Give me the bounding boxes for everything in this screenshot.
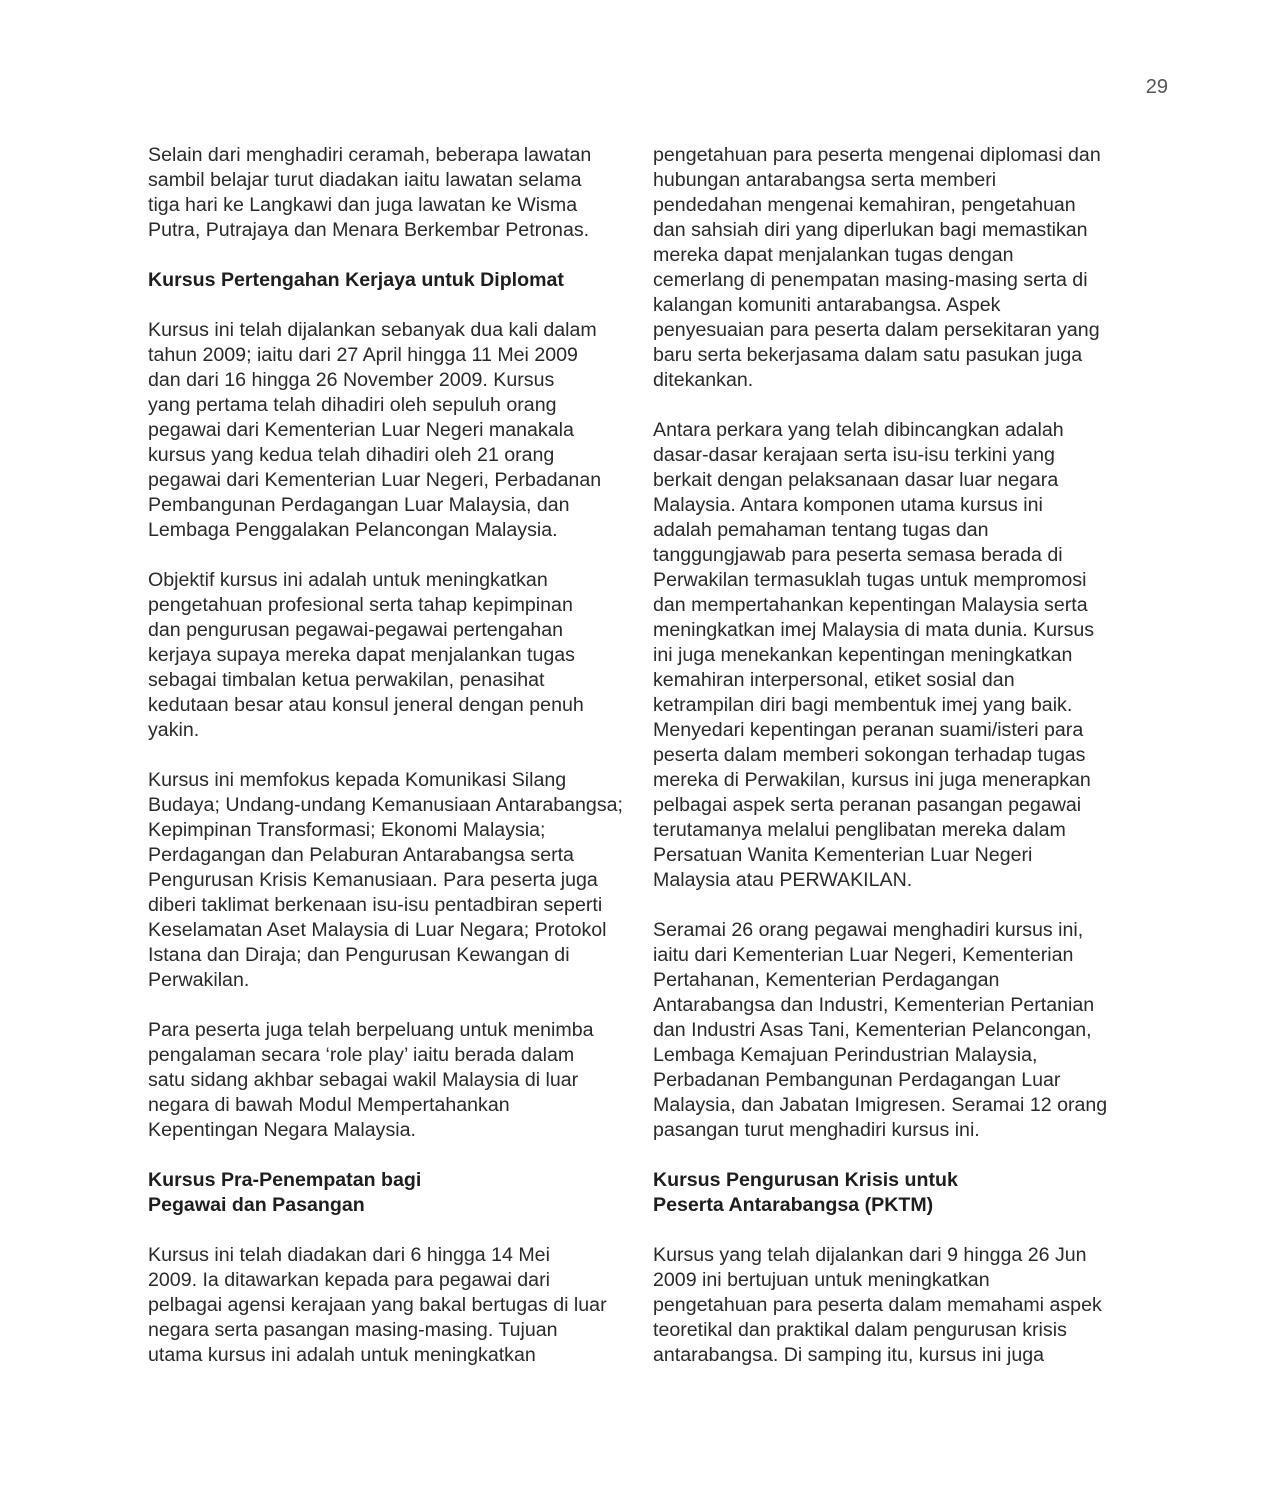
text-line: kemahiran interpersonal, etiket sosial dan [653,669,1015,691]
text-line: negara di bawah Modul Mempertahankan [148,1094,510,1116]
paragraph-gap [653,1218,1133,1243]
text-line: dan pengurusan pegawai-pegawai pertengahan [148,619,564,641]
text-line: iaitu dari Kementerian Luar Negeri, Kementerian [653,944,1074,966]
text-line: Kursus ini telah diadakan dari 6 hingga 14 Mei [148,1244,550,1266]
body-paragraph [148,768,628,993]
text-line: dan Industri Asas Tani, Kementerian Pelancongan, [653,1019,1092,1041]
text-line: terutamanya melalui penglibatan mereka dalam [653,819,1066,841]
text-line: Menyedari kepentingan peranan suami/isteri para [653,719,1084,741]
text-line: Keselamatan Aset Malaysia di Luar Negara; Protokol [148,919,607,941]
paragraph-gap [148,993,628,1018]
text-line: Antarabangsa dan Industri, Kementerian Pertanian [653,994,1095,1016]
text-line: 2009. Ia ditawarkan kepada para pegawai dari [148,1269,550,1291]
section-heading [148,1168,628,1218]
text-line: dan sahsiah diri yang diperlukan bagi memastikan [653,219,1088,241]
body-paragraph [653,1243,1133,1368]
text-line: Antara perkara yang telah dibincangkan adalah [653,419,1064,441]
text-line: Lembaga Penggalakan Pelancongan Malaysia. [148,519,558,541]
text-line: baru serta bekerjasama dalam satu pasukan juga [653,344,1083,366]
paragraph-gap [148,1143,628,1168]
text-line: Perbadanan Pembangunan Perdagangan Luar [653,1069,1061,1091]
text-line: pengalaman secara ‘role play’ iaitu berada dalam [148,1044,575,1066]
text-line: Objektif kursus ini adalah untuk meningkatkan [148,569,548,591]
text-line: Kepimpinan Transformasi; Ekonomi Malaysia; [148,819,546,841]
body-paragraph [653,143,1133,393]
text-line: berkait dengan pelaksanaan dasar luar negara [653,469,1059,491]
text-line: pelbagai agensi kerajaan yang bakal bertugas di luar [148,1294,607,1316]
text-line: peserta dalam memberi sokongan terhadap tugas [653,744,1086,766]
text-line: Persatuan Wanita Kementerian Luar Negeri [653,844,1033,866]
text-line: Putra, Putrajaya dan Menara Berkembar Petronas. [148,219,590,241]
text-line: satu sidang akhbar sebagai wakil Malaysia di luar [148,1069,579,1091]
text-line: Perwakilan termasuklah tugas untuk mempromosi [653,569,1087,591]
text-line: hubungan antarabangsa serta memberi [653,169,997,191]
heading-line: Pegawai dan Pasangan [148,1194,365,1216]
text-line: pendedahan mengenai kemahiran, pengetahuan [653,194,1076,216]
text-line: Kepentingan Negara Malaysia. [148,1119,416,1141]
text-line: kedutaan besar atau konsul jeneral dengan penuh [148,694,584,716]
paragraph-gap [148,243,628,268]
section-heading [148,268,628,293]
text-line: sambil belajar turut diadakan iaitu lawatan selama [148,169,582,191]
text-line: Seramai 26 orang pegawai menghadiri kursus ini, [653,919,1084,941]
body-paragraph [148,1243,628,1368]
body-paragraph [148,318,628,543]
body-paragraph [148,568,628,743]
body-paragraph [653,918,1133,1143]
right-column [653,143,1133,1368]
text-line: tahun 2009; iaitu dari 27 April hingga 11 Mei 2009 [148,344,578,366]
text-line: Budaya; Undang-undang Kemanusiaan Antarabangsa; [148,794,623,816]
heading-line: Peserta Antarabangsa (PKTM) [653,1194,934,1216]
heading-line: Kursus Pra-Penempatan bagi [148,1169,422,1191]
paragraph-gap [653,893,1133,918]
text-line: Malaysia atau PERWAKILAN. [653,869,913,891]
heading-line: Kursus Pertengahan Kerjaya untuk Diplomat [148,269,564,291]
text-line: 2009 ini bertujuan untuk meningkatkan [653,1269,990,1291]
text-line: mereka di Perwakilan, kursus ini juga menerapkan [653,769,1091,791]
paragraph-gap [653,1143,1133,1168]
text-line: yakin. [148,719,200,741]
paragraph-gap [148,543,628,568]
text-line: Kursus ini memfokus kepada Komunikasi Silang [148,769,567,791]
text-line: Kursus ini telah dijalankan sebanyak dua kali dalam [148,319,597,341]
text-line: pegawai dari Kementerian Luar Negeri, Perbadanan [148,469,602,491]
text-line: utama kursus ini adalah untuk meningkatkan [148,1344,536,1366]
text-line: pengetahuan para peserta dalam memahami aspek [653,1294,1102,1316]
paragraph-gap [148,743,628,768]
text-line: kerjaya supaya mereka dapat menjalankan tugas [148,644,575,666]
text-line: kursus yang kedua telah dihadiri oleh 21 orang [148,444,555,466]
paragraph-gap [148,293,628,318]
text-line: pengetahuan profesional serta tahap kepimpinan [148,594,573,616]
text-line: pasangan turut menghadiri kursus ini. [653,1119,980,1141]
text-line: ini juga menekankan kepentingan meningkatkan [653,644,1073,666]
text-line: mereka dapat menjalankan tugas dengan [653,244,1014,266]
text-line: Istana dan Diraja; dan Pengurusan Kewangan di [148,944,570,966]
body-paragraph [148,1018,628,1143]
text-line: dan dari 16 hingga 26 November 2009. Kursus [148,369,555,391]
text-line: Kursus yang telah dijalankan dari 9 hingga 26 Jun [653,1244,1087,1266]
text-line: pegawai dari Kementerian Luar Negeri manakala [148,419,574,441]
text-line: tiga hari ke Langkawi dan juga lawatan ke Wisma [148,194,578,216]
text-line: tanggungjawab para peserta semasa berada di [653,544,1063,566]
body-paragraph [148,143,628,243]
text-line: Perdagangan dan Pelaburan Antarabangsa serta [148,844,574,866]
text-line: dasar-dasar kerajaan serta isu-isu terkini yang [653,444,1055,466]
text-line: Pengurusan Krisis Kemanusiaan. Para peserta juga [148,869,598,891]
text-line: teoretikal dan praktikal dalam pengurusan krisis [653,1319,1067,1341]
text-line: sebagai timbalan ketua perwakilan, penasihat [148,669,545,691]
text-line: kalangan komuniti antarabangsa. Aspek [653,294,1001,316]
heading-line: Kursus Pengurusan Krisis untuk [653,1169,958,1191]
text-line: Perwakilan. [148,969,250,991]
text-line: diberi taklimat berkenaan isu-isu pentadbiran seperti [148,894,603,916]
text-line: Pembangunan Perdagangan Luar Malaysia, dan [148,494,570,516]
text-line: Para peserta juga telah berpeluang untuk menimba [148,1019,594,1041]
text-line: Malaysia, dan Jabatan Imigresen. Seramai 12 orang [653,1094,1108,1116]
text-line: dan mempertahankan kepentingan Malaysia serta [653,594,1088,616]
text-line: Selain dari menghadiri ceramah, beberapa lawatan [148,144,592,166]
text-line: antarabangsa. Di samping itu, kursus ini juga [653,1344,1045,1366]
text-line: adalah pemahaman tentang tugas dan [653,519,989,541]
text-line: Malaysia. Antara komponen utama kursus ini [653,494,1043,516]
page-number: 29 [1145,76,1168,98]
text-line: Pertahanan, Kementerian Perdagangan [653,969,1000,991]
section-heading [653,1168,1133,1218]
text-line: pelbagai aspek serta peranan pasangan pegawai [653,794,1082,816]
text-line: negara serta pasangan masing-masing. Tujuan [148,1319,558,1341]
text-line: ditekankan. [653,369,754,391]
left-column [148,143,628,1368]
text-line: pengetahuan para peserta mengenai diplomasi dan [653,144,1101,166]
text-line: meningkatkan imej Malaysia di mata dunia. Kursus [653,619,1095,641]
paragraph-gap [148,1218,628,1243]
text-line: cemerlang di penempatan masing-masing serta di [653,269,1088,291]
body-paragraph [653,418,1133,893]
text-line: penyesuaian para peserta dalam persekitaran yang [653,319,1100,341]
paragraph-gap [653,393,1133,418]
text-line: ketrampilan diri bagi membentuk imej yang baik. [653,694,1073,716]
text-line: Lembaga Kemajuan Perindustrian Malaysia, [653,1044,1038,1066]
text-line: yang pertama telah dihadiri oleh sepuluh orang [148,394,557,416]
